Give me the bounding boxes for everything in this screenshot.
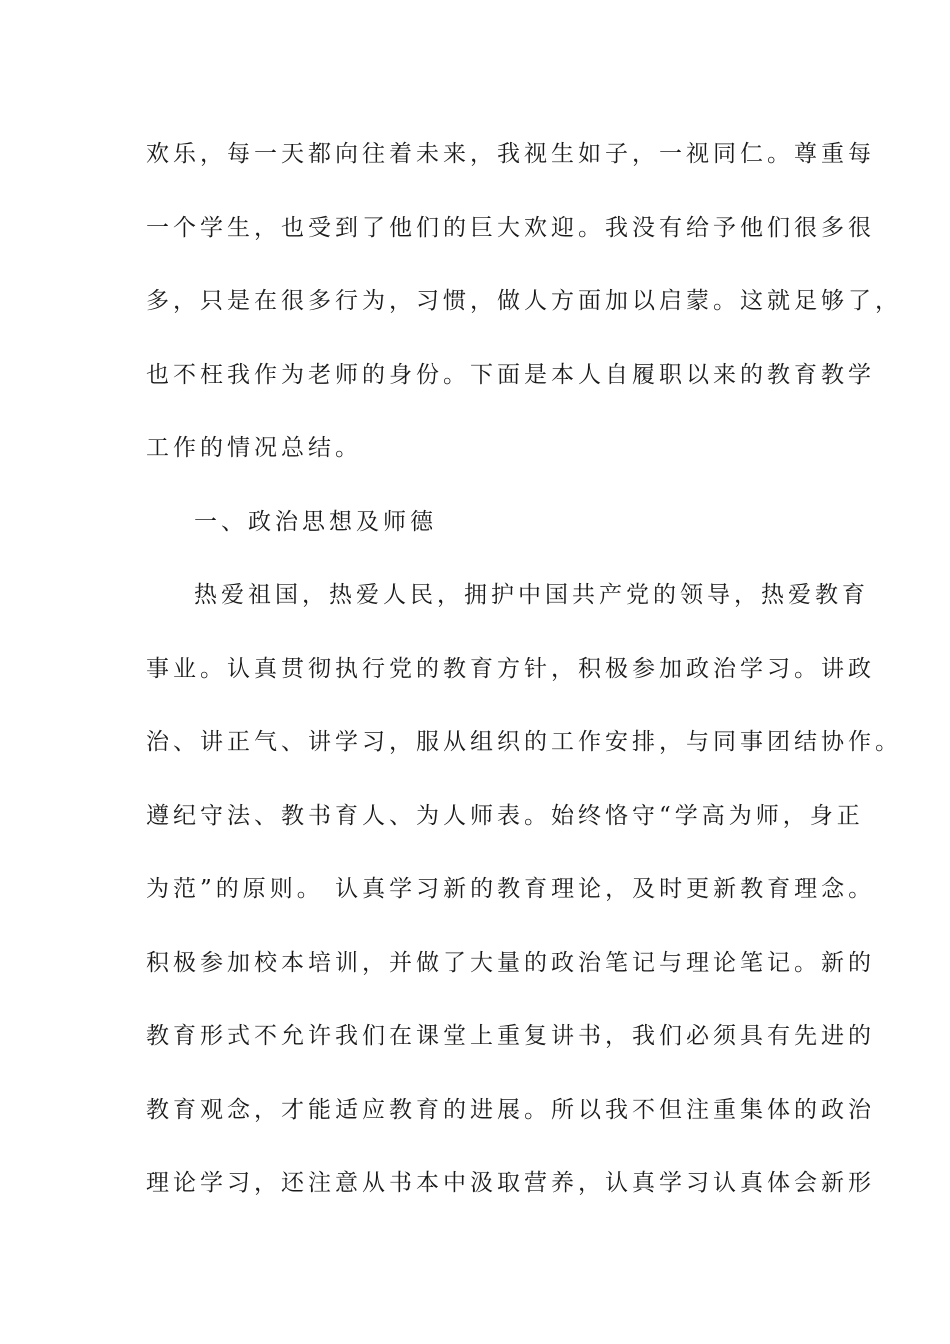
text-line: 也不枉我作为老师的身份。下面是本人自履职以来的教育教学 xyxy=(146,361,875,388)
text-line: 一个学生，也受到了他们的巨大欢迎。我没有给予他们很多很 xyxy=(146,214,875,241)
paragraph-start-line: 热爱祖国，热爱人民，拥护中国共产党的领导，热爱教育 xyxy=(194,582,869,608)
section-heading: 一、政治思想及师德 xyxy=(194,508,437,535)
text-line: 工作的情况总结。 xyxy=(146,435,362,461)
text-line: 积极参加校本培训，并做了大量的政治笔记与理论笔记。新的 xyxy=(146,949,875,976)
text-line: 为范”的原则。 认真学习新的教育理论，及时更新教育理念。 xyxy=(146,876,876,902)
text-line: 多，只是在很多行为，习惯，做人方面加以启蒙。这就足够了， xyxy=(146,288,902,314)
text-line: 教育形式不允许我们在课堂上重复讲书，我们必须具有先进的 xyxy=(146,1023,875,1049)
document-body xyxy=(146,124,902,1227)
text-line: 事业。认真贯彻执行党的教育方针，积极参加政治学习。讲政 xyxy=(146,655,875,682)
text-line: 遵纪守法、教书育人、为人师表。始终恪守“学高为师，身正 xyxy=(146,802,864,829)
text-line: 治、讲正气、讲学习，服从组织的工作安排，与同事团结协作。 xyxy=(146,729,902,755)
text-line: 欢乐，每一天都向往着未来，我视生如子，一视同仁。尊重每 xyxy=(146,141,875,167)
text-line: 教育观念，才能适应教育的进展。所以我不但注重集体的政治 xyxy=(146,1096,875,1123)
text-line: 理论学习，还注意从书本中汲取营养，认真学习认真体会新形 xyxy=(146,1170,875,1196)
